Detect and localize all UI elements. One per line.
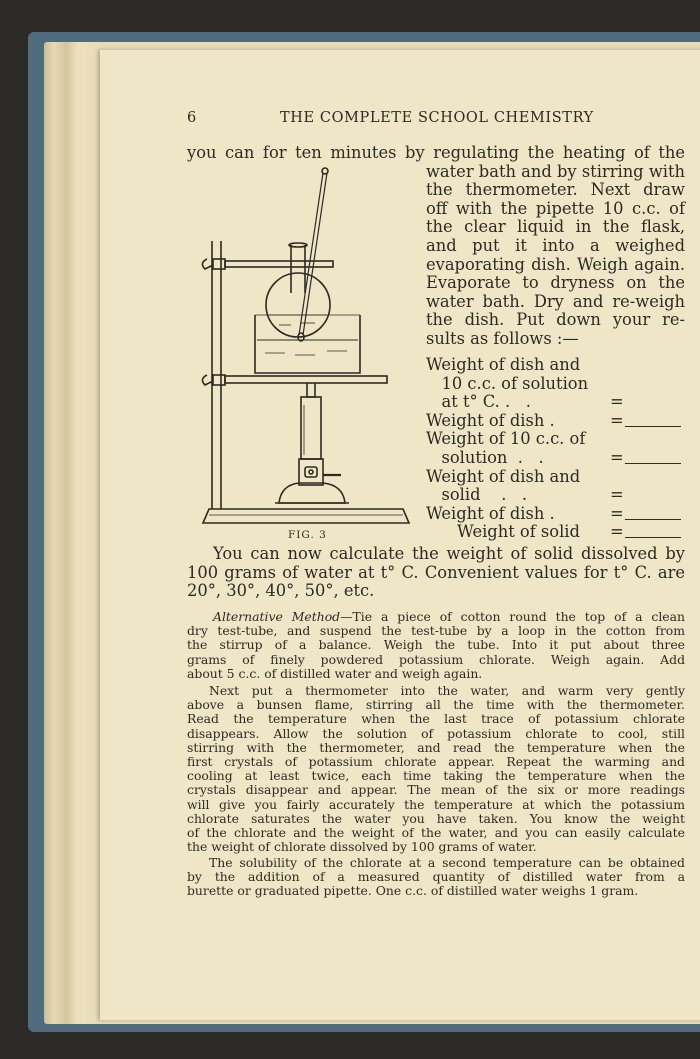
p3-line: crystals disappear and appear. The mean of the six or more readings bbox=[187, 782, 685, 798]
book-page bbox=[100, 50, 700, 1020]
weights-row-blank bbox=[625, 412, 681, 427]
p1-wrap-line: off with the pipette 10 c.c. of bbox=[426, 198, 685, 218]
p3-line: Next put a thermometer into the water, and warm very gently bbox=[209, 683, 685, 698]
page-number: 6 bbox=[187, 110, 197, 126]
p1-wrap-line: water bath and by stirring with bbox=[426, 161, 685, 181]
weights-row-label: Weight of 10 c.c. of bbox=[426, 429, 586, 449]
p2-line: You can now calculate the weight of solid dissolved by bbox=[213, 544, 685, 563]
alt-line: dry test-tube, and suspend the test-tube by a loop in the cotton from bbox=[187, 623, 685, 639]
p1-wrap-line: sults as follows :— bbox=[426, 328, 579, 348]
p4-line: burette or graduated pipette. One c.c. of distilled water weighs 1 gram. bbox=[187, 883, 639, 899]
weights-row-label: Weight of dish and bbox=[426, 355, 581, 374]
figure-caption: FIG. 3 bbox=[288, 529, 327, 541]
alt-line: grams of finely powdered potassium chlorate. Weigh again. Add bbox=[187, 651, 685, 667]
p1-wrap-line: the dish. Put down your re- bbox=[426, 310, 685, 330]
weights-row-label: at t° C. . . bbox=[426, 392, 531, 412]
weights-row bbox=[426, 505, 686, 524]
weights-row-label: Weight of dish . bbox=[426, 503, 555, 523]
weights-row bbox=[426, 375, 686, 394]
weights-row bbox=[426, 412, 686, 431]
weights-row-blank bbox=[625, 449, 681, 464]
weights-row-blank bbox=[625, 505, 681, 520]
p3-line: the weight of chlorate dissolved by 100 grams of water. bbox=[187, 839, 537, 855]
weights-row-label: solid . . bbox=[426, 485, 528, 505]
p3-line: Read the temperature when the last trace of potassium chlorate bbox=[187, 711, 685, 727]
weights-row-equals: = bbox=[610, 392, 624, 412]
weights-row-equals: = bbox=[610, 503, 624, 523]
p1-wrap-line: and put it into a weighed bbox=[426, 235, 685, 255]
p3-line: stirring with the thermometer, and read the temperature when the bbox=[187, 739, 685, 755]
weights-row bbox=[426, 468, 686, 487]
p2-line: 20°, 30°, 40°, 50°, etc. bbox=[187, 581, 375, 601]
p3-line: disappears. Allow the solution of potassium chlorate to cool, still bbox=[187, 725, 685, 741]
apparatus-figure bbox=[195, 165, 415, 535]
p3-line: will give you fairly accurately the temperature at which the potassium bbox=[187, 796, 685, 812]
alternative-method-first-line bbox=[213, 610, 685, 624]
alternative-method-first-line-rest: —Tie a piece of cotton round the top of a clean bbox=[340, 609, 685, 624]
weights-row-equals: = bbox=[610, 410, 624, 430]
weights-row-equals: = bbox=[610, 485, 624, 505]
p1-wrap-line: water bath. Dry and re-weigh bbox=[426, 291, 685, 311]
weights-row bbox=[426, 356, 686, 375]
weights-row bbox=[426, 393, 686, 412]
weights-table bbox=[426, 356, 686, 542]
weights-row bbox=[426, 523, 686, 542]
p1-wrap-line: the clear liquid in the flask, bbox=[426, 217, 685, 237]
weights-row bbox=[426, 486, 686, 505]
weights-row-label: Weight of dish and bbox=[426, 466, 581, 486]
paragraph-1-first-line: you can for ten minutes by regulating the heating of the bbox=[187, 143, 685, 162]
p3-line: of the chlorate and the weight of the water, and you can easily calculate bbox=[187, 825, 685, 840]
weights-row-equals: = bbox=[610, 447, 624, 467]
p1-wrap-line: Evaporate to dryness on the bbox=[426, 273, 685, 293]
weights-row bbox=[426, 449, 686, 468]
alt-line: the stirrup of a balance. Weigh the tube. Into it put about three bbox=[187, 637, 685, 653]
weights-row bbox=[426, 430, 686, 449]
p4-line: The solubility of the chlorate at a second temperature can be obtained bbox=[209, 855, 685, 870]
p3-line: cooling at least twice, each time taking the temperature when the bbox=[187, 768, 685, 784]
p2-line: 100 grams of water at t° C. Convenient values for t° C. are bbox=[187, 562, 685, 582]
alt-line: about 5 c.c. of distilled water and weigh again. bbox=[187, 665, 483, 681]
weights-row-equals: = bbox=[610, 522, 624, 542]
weights-row-label: 10 c.c. of solution bbox=[426, 373, 589, 393]
p3-line: first crystals of potassium chlorate appear. Repeat the warming and bbox=[187, 754, 685, 769]
p1-wrap-line: evaporating dish. Weigh again. bbox=[426, 254, 685, 274]
p1-wrap-line: the thermometer. Next draw bbox=[426, 180, 685, 200]
running-title: THE COMPLETE SCHOOL CHEMISTRY bbox=[280, 110, 594, 126]
p3-line: chlorate saturates the water you have taken. You know the weight bbox=[187, 810, 685, 826]
weights-row-blank bbox=[625, 523, 681, 538]
weights-row-label: Weight of dish . bbox=[426, 410, 555, 430]
p3-line: above a bunsen flame, stirring all the time with the thermometer. bbox=[187, 697, 685, 713]
weights-row-label: Weight of solid bbox=[426, 522, 580, 542]
p4-line: by the addition of a measured quantity of distilled water from a bbox=[187, 869, 685, 885]
alternative-method-label: Alternative Method bbox=[213, 609, 341, 624]
weights-row-label: solution . . bbox=[426, 447, 544, 467]
